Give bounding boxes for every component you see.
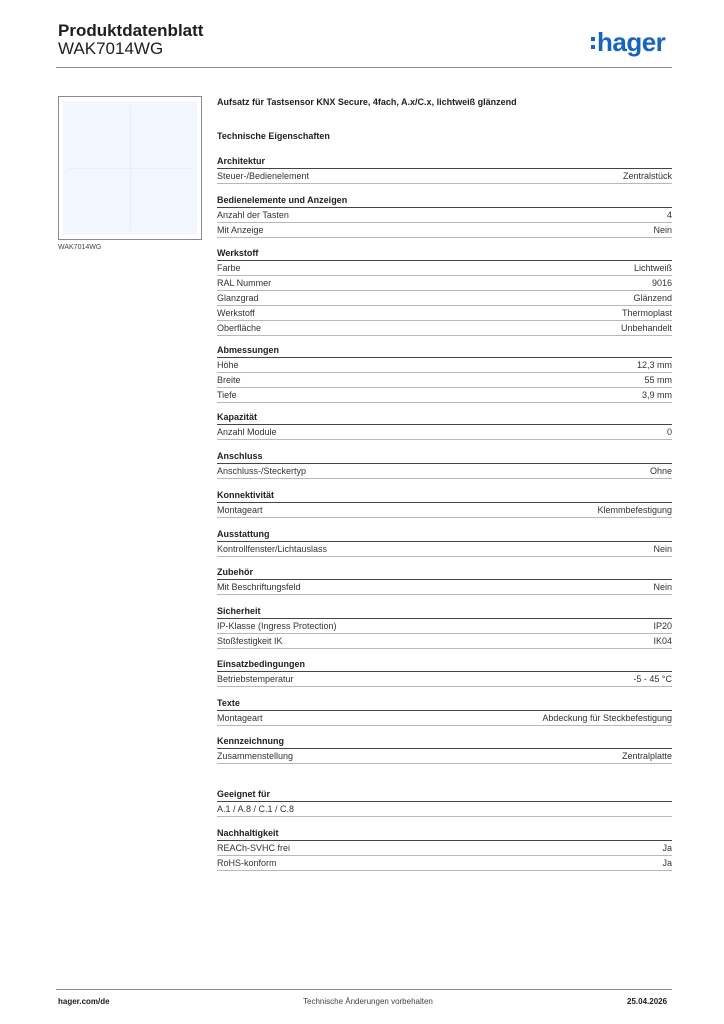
spec-value: Zentralstück [622,171,672,181]
spec-row [217,802,672,817]
section-title: Sicherheit [217,604,672,619]
spec-value: -5 - 45 °C [633,674,672,684]
footer-website-link[interactable]: hager.com/de [58,997,110,1006]
spec-row [217,841,672,856]
section-title: Kennzeichnung [217,734,672,749]
spec-label: Kontrollfenster/Lichtauslass [217,544,328,554]
section-title: Nachhaltigkeit [217,826,672,841]
spec-label: IP-Klasse (Ingress Protection) [217,621,337,631]
spec-value: 0 [666,427,672,437]
section-werkstoff [217,246,672,336]
logo-colon-icon [591,37,595,49]
section-abmessungen [217,343,672,403]
spec-row [217,373,672,388]
product-code: WAK7014WG [58,39,164,58]
spec-row [217,580,672,595]
header-divider [56,67,672,68]
spec-label: Zusammenstellung [217,751,294,761]
spec-value: 4 [666,210,672,220]
section-title: Zubehör [217,565,672,580]
spec-label: Anzahl der Tasten [217,210,289,220]
section-kennzeichnung [217,734,672,764]
spec-value: Ja [662,858,672,868]
hager-logo [591,27,665,58]
section-ausstattung [217,527,672,557]
footer-date: 25.04.2026 [627,997,668,1006]
section-title: Texte [217,696,672,711]
spec-label: RoHS-konform [217,858,277,868]
spec-value: Thermoplast [621,308,672,318]
section-anschluss [217,449,672,479]
section-title: Architektur [217,154,672,169]
section-bedienelemente [217,193,672,238]
section-sicherheit [217,604,672,649]
section-title: Ausstattung [217,527,672,542]
spec-row [217,425,672,440]
spec-row [217,306,672,321]
section-texte [217,696,672,726]
spec-value: Unbehandelt [620,323,672,333]
section-kapazitaet [217,410,672,440]
footer-notice: Technische Änderungen vorbehalten [303,997,433,1006]
product-thumbnail [58,96,202,240]
spec-label: Werkstoff [217,308,255,318]
spec-row [217,503,672,518]
spec-row [217,672,672,687]
spec-label: Anschluss-/Steckertyp [217,466,307,476]
spec-value: Abdeckung für Steckbefestigung [542,713,672,723]
spec-row [217,388,672,403]
spec-value: Zentralplatte [621,751,672,761]
spec-label: REACh-SVHC frei [217,843,291,853]
spec-value: Lichtweiß [633,263,672,273]
spec-row [217,169,672,184]
spec-label: Montageart [217,505,263,515]
spec-value: 55 mm [644,375,672,385]
spec-row [217,619,672,634]
spec-label: Höhe [217,360,239,370]
section-title: Anschluss [217,449,672,464]
spec-value: 3,9 mm [641,390,672,400]
spec-label: Mit Beschriftungsfeld [217,582,301,592]
spec-row [217,223,672,238]
spec-row [217,634,672,649]
section-title: Bedienelemente und Anzeigen [217,193,672,208]
spec-value: Glänzend [633,293,672,303]
section-title: Kapazität [217,410,672,425]
spec-row [217,358,672,373]
section-konnektivitaet [217,488,672,518]
spec-label: Farbe [217,263,241,273]
spec-label: Oberfläche [217,323,262,333]
spec-value: Ohne [649,466,672,476]
spec-row [217,276,672,291]
spec-row [217,749,672,764]
spec-value: Nein [653,544,672,554]
spec-label: Steuer-/Bedienelement [217,171,310,181]
section-einsatzbedingungen [217,657,672,687]
spec-value: Ja [662,843,672,853]
section-title: Werkstoff [217,246,672,261]
spec-label: Montageart [217,713,263,723]
spec-value: Klemmbefestigung [597,505,672,515]
document-title: Produktdatenblatt [58,21,204,40]
spec-value: 9016 [651,278,672,288]
spec-value: IP20 [653,621,672,631]
spec-label: RAL Nummer [217,278,272,288]
section-title: Konnektivität [217,488,672,503]
spec-row [217,321,672,336]
logo-text: hager [597,27,666,57]
footer-divider [56,989,672,990]
spec-value: IK04 [653,636,672,646]
spec-label: A.1 / A.8 / C.1 / C.8 [217,804,295,814]
spec-value: Nein [653,225,672,235]
product-description: Aufsatz für Tastsensor KNX Secure, 4fach, A.x/C.x, lichtweiß glänzend [217,97,517,107]
section-title: Abmessungen [217,343,672,358]
spec-row [217,856,672,871]
section-zubehoer [217,565,672,595]
section-nachhaltigkeit [217,826,672,871]
spec-row [217,291,672,306]
technical-properties-heading: Technische Eigenschaften [217,131,330,141]
spec-label: Anzahl Module [217,427,277,437]
spec-label: Betriebstemperatur [217,674,294,684]
spec-row [217,464,672,479]
spec-row [217,261,672,276]
spec-label: Mit Anzeige [217,225,264,235]
section-architektur [217,154,672,184]
spec-label: Breite [217,375,241,385]
thumbnail-caption: WAK7014WG [58,244,102,251]
section-geeignet-fuer [217,787,672,817]
section-title: Geeignet für [217,787,672,802]
spec-row [217,711,672,726]
spec-row [217,542,672,557]
spec-label: Stoßfestigkeit IK [217,636,283,646]
spec-label: Tiefe [217,390,237,400]
spec-label: Glanzgrad [217,293,259,303]
spec-value: 12,3 mm [636,360,672,370]
section-title: Einsatzbedingungen [217,657,672,672]
spec-row [217,208,672,223]
spec-value: Nein [653,582,672,592]
